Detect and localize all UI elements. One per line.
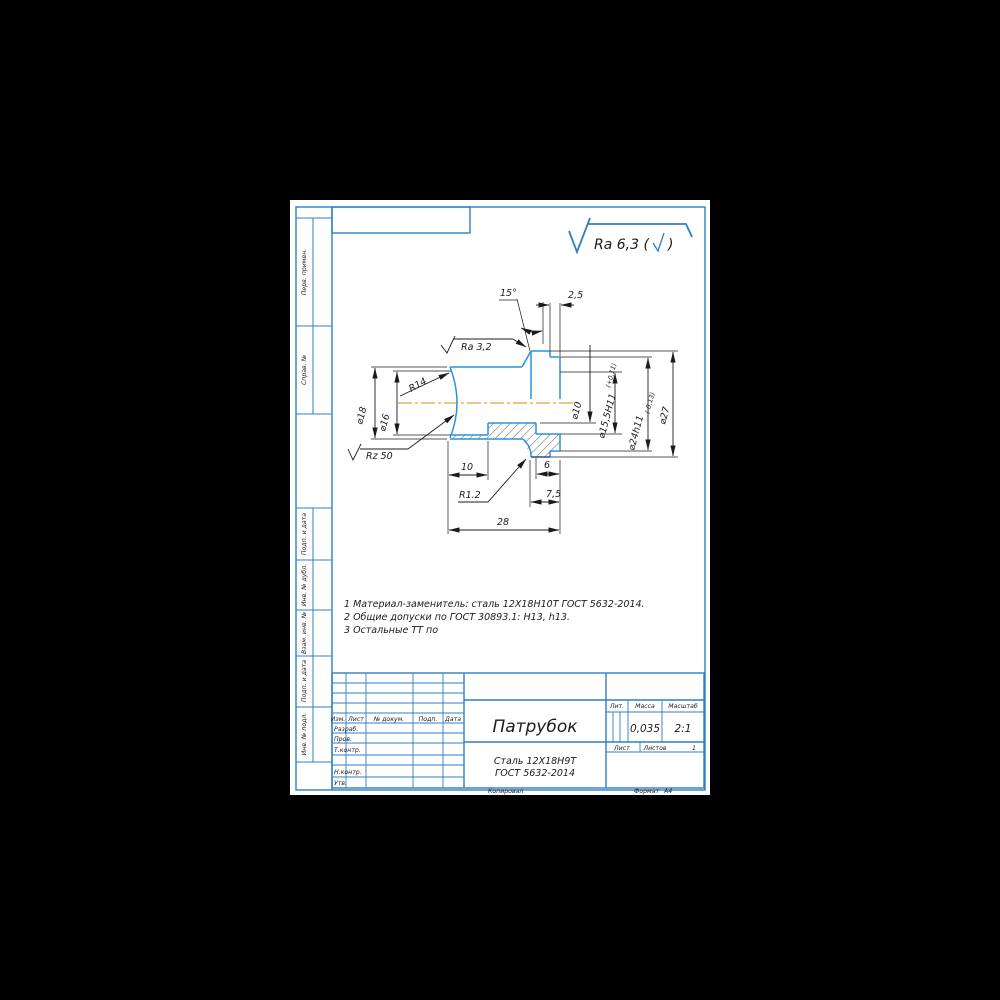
tb-row-nkontr: Н.контр. xyxy=(334,769,362,776)
general-roughness-text: Ra 6,3 ( xyxy=(594,237,649,253)
dim-rz-50: Rz 50 xyxy=(366,451,393,462)
tb-listov-label: Листов xyxy=(643,745,667,752)
tech-req-line-3: 3 Остальные ТТ по xyxy=(344,625,439,636)
margin-label-podp1: Подп. и дата xyxy=(301,512,308,556)
general-roughness-close: ) xyxy=(668,237,674,253)
tb-header-dokum: № докум. xyxy=(373,716,405,723)
dim-d15-5-tolerance: (+0,11) xyxy=(604,362,619,389)
dim-r1-2: R1.2 xyxy=(459,490,481,501)
margin-label-inv-dub: Инв. № дубл. xyxy=(301,563,308,607)
dim-r14: R14 xyxy=(407,375,429,395)
margin-label-podp2: Подп. и дата xyxy=(301,659,308,703)
tb-masshtab-label: Масштаб xyxy=(668,703,698,710)
scale-value: 2:1 xyxy=(674,723,692,735)
margin-label-perv: Перв. примен. xyxy=(301,248,308,296)
dim-d27: ⌀27 xyxy=(657,405,673,426)
margin-label-inv-podl: Инв. № подл. xyxy=(301,712,308,756)
tb-row-utv: Утв. xyxy=(334,780,347,787)
tb-listov-value: 1 xyxy=(692,745,696,752)
tb-header-list: Лист xyxy=(348,716,364,723)
dim-d24-tolerance: (-0,13) xyxy=(643,391,657,415)
tb-format-value: А4 xyxy=(664,788,673,795)
dim-10: 10 xyxy=(461,462,474,473)
margin-label-vzam: Взам. инв. № xyxy=(301,611,308,655)
margin-label-sprav: Справ. № xyxy=(301,354,308,386)
dim-ra-3-2: Ra 3,2 xyxy=(461,342,492,353)
dim-28: 28 xyxy=(497,517,510,528)
dim-7-5: 7,5 xyxy=(546,489,562,500)
dim-2-5: 2,5 xyxy=(568,290,584,301)
tb-lit-label: Лит. xyxy=(609,703,625,710)
tb-header-data: Дата xyxy=(444,716,462,723)
part-title: Патрубок xyxy=(492,717,578,737)
tb-kopiroval: Копировал xyxy=(488,788,524,795)
dim-d15-5: ⌀15,5H11 xyxy=(596,392,619,440)
dim-d10: ⌀10 xyxy=(569,400,585,421)
tb-header-izm: Изм. xyxy=(330,716,346,723)
mass-value: 0,035 xyxy=(629,723,661,735)
dim-d24: ⌀24h11 xyxy=(626,414,647,452)
material-line-2: ГОСТ 5632-2014 xyxy=(494,768,576,779)
dim-6: 6 xyxy=(544,460,551,471)
tb-massa-label: Масса xyxy=(635,703,655,710)
tech-req-line-1: 1 Материал-заменитель: сталь 12Х18Н10Т ГОСТ 5632-2014. xyxy=(344,599,645,610)
dim-d16: ⌀16 xyxy=(377,412,393,433)
tb-row-prov: Пров. xyxy=(334,736,352,743)
tb-list-label: Лист xyxy=(614,745,630,752)
tb-row-razrab: Разраб. xyxy=(334,726,359,733)
dim-angle-15: 15° xyxy=(500,288,517,299)
tb-format-label: Формат xyxy=(634,788,660,795)
tb-row-tkontr: Т.контр. xyxy=(334,747,361,754)
dim-d18: ⌀18 xyxy=(354,405,370,426)
tb-header-podp: Подп. xyxy=(418,716,438,723)
tech-req-line-2: 2 Общие допуски по ГОСТ 30893.1: H13, h13. xyxy=(344,612,570,623)
material-line-1: Сталь 12Х18Н9Т xyxy=(493,756,577,767)
